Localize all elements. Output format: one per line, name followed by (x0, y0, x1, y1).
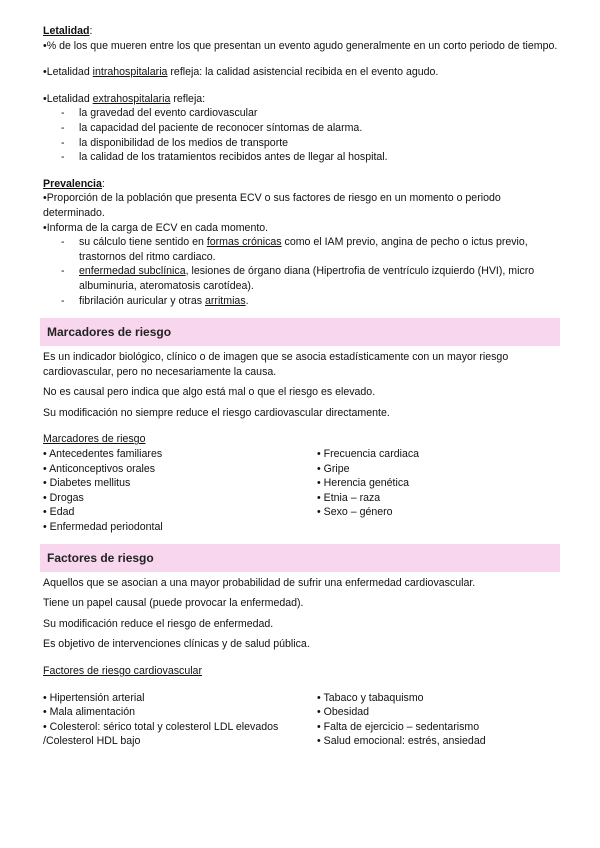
list-item: - la gravedad del evento cardiovascular (61, 106, 563, 121)
marcadores-p3: Su modificación no siempre reduce el riesgo cardiovascular directamente. (43, 406, 390, 419)
extrahospitalaria-list (43, 106, 563, 164)
list-item: • Salud emocional: estrés, ansiedad (317, 735, 486, 748)
section-title: Marcadores de riesgo (47, 325, 172, 340)
factores-list-title: Factores de riesgo cardiovascular (43, 665, 202, 677)
letalidad-extrahospitalaria (43, 92, 563, 107)
list-item: • Mala alimentación (43, 706, 136, 719)
heading-colon: : (89, 25, 93, 37)
list-item: • Colesterol: sérico total y colesterol LDL elevados /Colesterol HDL bajo (43, 720, 279, 748)
factores-p2: Tiene un papel causal (puede provocar la enfermedad). (43, 597, 304, 610)
list-item: • Frecuencia cardiaca (317, 448, 420, 461)
factores-p3: Su modificación reduce el riesgo de enfermedad. (43, 617, 274, 630)
letalidad-heading: Letalidad (43, 25, 90, 37)
text-span: . (245, 294, 249, 307)
list-item: • Obesidad (317, 706, 370, 719)
factores-section-header (40, 544, 560, 572)
list-item: • Etnia – raza (317, 491, 381, 504)
underlined-term: arritmias (205, 294, 246, 307)
list-item: • Enfermedad periodontal (43, 521, 163, 534)
list-item: • Drogas (43, 491, 84, 504)
prevalencia-definition: •Proporción de la población que presenta ECV o sus factores de riesgo en un momento o periodo determinado. (43, 192, 501, 219)
list-item: • Anticonceptivos orales (43, 462, 156, 475)
prevalencia-heading: Prevalencia (43, 177, 102, 190)
prevalencia-heading-line (43, 177, 563, 192)
document-page (43, 24, 563, 749)
text-span: su cálculo tiene sentido en (79, 236, 207, 249)
letalidad-intrahospitalaria (43, 65, 563, 80)
list-item: • Hipertensión arterial (43, 691, 145, 704)
text-span: •Letalidad (43, 92, 93, 105)
list-item: • Herencia genética (317, 477, 410, 490)
text-span: refleja: la calidad asistencial recibida en el evento agudo. (167, 66, 439, 79)
marcadores-columns (43, 447, 563, 535)
list-item: • Sexo – género (317, 506, 393, 519)
marcadores-p1: Es un indicador biológico, clínico o de imagen que se asocia estadísticamente con un mayor riesgo cardiovascular, pero no necesariamente la causa. (43, 351, 509, 378)
heading-colon: : (101, 177, 105, 190)
list-item: • Diabetes mellitus (43, 477, 131, 490)
list-item: - la capacidad del paciente de reconocer síntomas de alarma. (61, 121, 563, 136)
list-item (61, 294, 563, 309)
factores-col-left (43, 691, 317, 749)
list-item: • Gripe (317, 462, 350, 475)
prevalencia-list (43, 235, 563, 308)
list-item: • Tabaco y tabaquismo (317, 691, 424, 704)
marcadores-list-title: Marcadores de riesgo (43, 433, 146, 446)
text-span: refleja: (170, 92, 206, 105)
text-span: como el IAM previo, angina de pecho o ictus previo, trastornos del ritmo cardiaco. (79, 236, 528, 263)
letalidad-heading-line (43, 24, 563, 39)
prevalencia-informa: •Informa de la carga de ECV en cada momento. (43, 221, 269, 234)
marcadores-col-right (317, 447, 563, 535)
marcadores-col-left (43, 447, 317, 535)
factores-p4: Es objetivo de intervenciones clínicas y de salud pública. (43, 638, 310, 651)
list-item: • Edad (43, 506, 75, 519)
letalidad-definition: •% de los que mueren entre los que presentan un evento agudo generalmente en un corto periodo de tiempo. (43, 39, 558, 52)
list-item: • Antecedentes familiares (43, 448, 163, 461)
marcadores-section-header (40, 318, 560, 346)
factores-col-right (317, 691, 563, 749)
factores-p1: Aquellos que se asocian a una mayor probabilidad de sufrir una enfermedad cardiovascular. (43, 576, 476, 589)
underlined-term: extrahospitalaria (92, 92, 171, 105)
list-item (61, 264, 563, 293)
underlined-term: intrahospitalaria (92, 66, 168, 79)
text-span: fibrilación auricular y otras (79, 294, 205, 307)
underlined-term: formas crónicas (206, 236, 282, 249)
list-item: - la disponibilidad de los medios de transporte (61, 136, 563, 151)
list-item: • Falta de ejercicio – sedentarismo (317, 720, 480, 733)
marcadores-p2: No es causal pero indica que algo está mal o que el riesgo es elevado. (43, 386, 376, 399)
text-span: •Letalidad (43, 66, 93, 79)
text-span: , lesiones de órgano diana (Hipertrofia de ventrículo izquierdo (HVI), micro albuminuria, ateromatosis carotídea). (79, 265, 535, 292)
underlined-term: enfermedad subclínica (79, 265, 186, 278)
section-title: Factores de riesgo (47, 550, 154, 565)
list-item: - la calidad de los tratamientos recibidos antes de llegar al hospital. (61, 150, 563, 165)
list-item (61, 235, 563, 264)
factores-columns (43, 691, 563, 749)
